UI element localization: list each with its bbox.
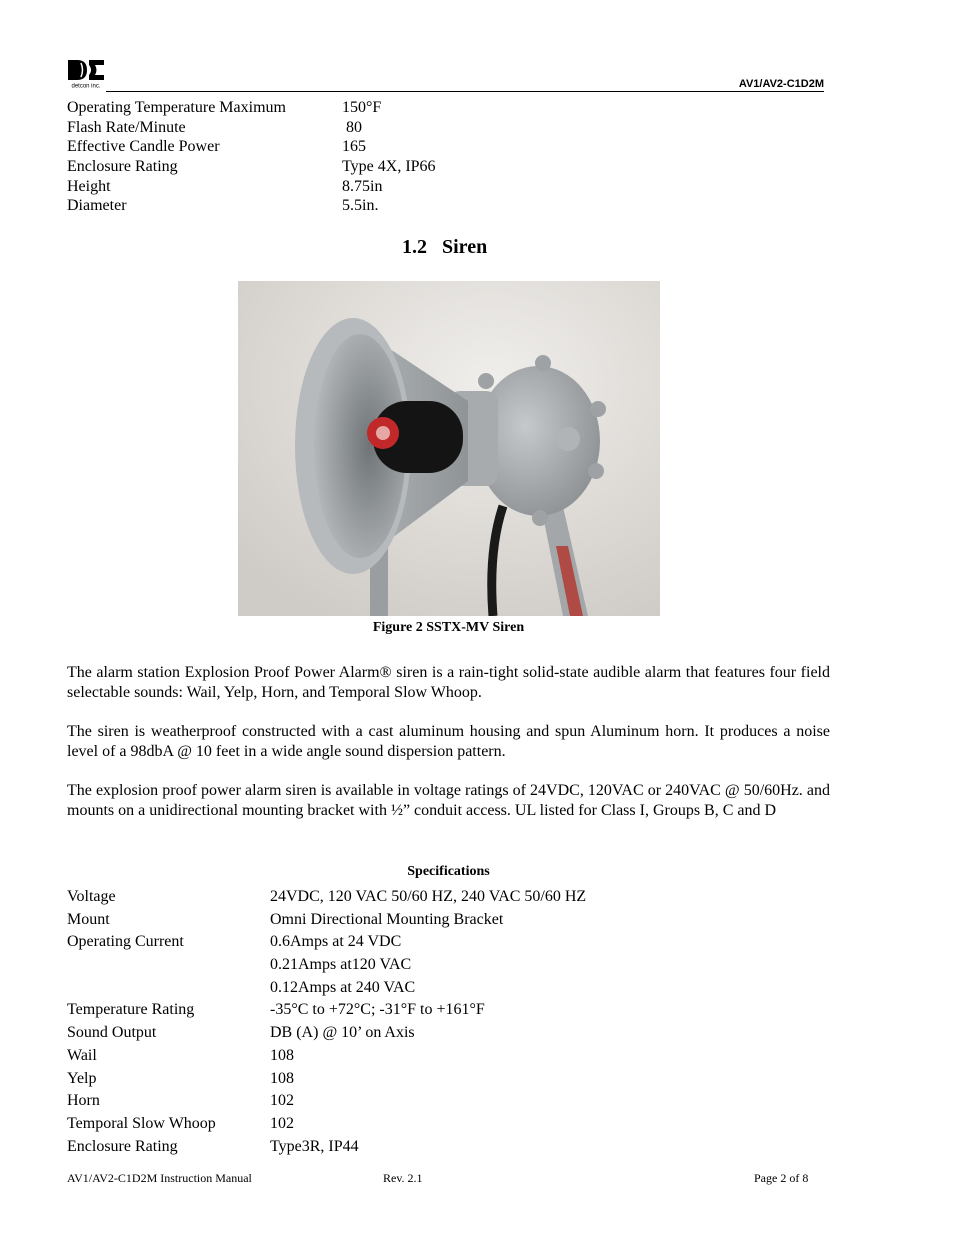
- spec-label: Height: [67, 177, 111, 195]
- spec-value: 150°F: [342, 99, 382, 116]
- footer-manual-title: AV1/AV2-C1D2M Instruction Manual: [67, 1171, 252, 1185]
- spec-value: DB (A) @ 10’ on Axis: [270, 1024, 415, 1042]
- footer-page-number: Page 2 of 8: [754, 1171, 809, 1185]
- spec-row: [67, 1022, 767, 1045]
- spec-row: [67, 909, 767, 932]
- spec-value: 108: [270, 1046, 294, 1064]
- spec-row: [67, 977, 767, 1000]
- spec-row: [67, 177, 767, 197]
- spec-value: 8.75in: [342, 177, 383, 195]
- logo-text: detcon inc.: [71, 83, 101, 89]
- siren-photo: [238, 281, 660, 616]
- spec-label: Wail: [67, 1046, 97, 1064]
- spec-label: Horn: [67, 1092, 100, 1110]
- spec-value: 5.5in.: [342, 197, 379, 215]
- spec-row: [67, 999, 767, 1022]
- section-heading: 1.2 Siren: [402, 236, 488, 258]
- spec-value: 24VDC, 120 VAC 50/60 HZ, 240 VAC 50/60 HZ: [270, 888, 587, 905]
- spec-label: Diameter: [67, 197, 127, 215]
- spec-row: [67, 1113, 767, 1136]
- top-spec-list: [67, 98, 767, 216]
- spec-row: [67, 137, 767, 157]
- spec-row: [67, 954, 767, 977]
- figure-caption: Figure 2 SSTX-MV Siren: [372, 620, 525, 635]
- spec-label: Flash Rate/Minute: [67, 118, 186, 136]
- spec-label: Effective Candle Power: [67, 138, 220, 156]
- spec-label: Yelp: [67, 1069, 97, 1087]
- spec-value: 0.12Amps at 240 VAC: [270, 978, 416, 996]
- paragraph: The explosion proof power alarm siren is available in voltage ratings of 24VDC, 120VAC or 240VAC @ 50/60Hz. and mounts on a unidirectional mounting bracket with ½” conduit access. UL listed for Class I, Groups B, C and D: [67, 782, 830, 819]
- spec-label: Operating Temperature Maximum: [67, 99, 286, 116]
- spec-row: [67, 1136, 767, 1159]
- spec-row: [67, 98, 767, 118]
- spec-value: 108: [270, 1069, 294, 1087]
- spec-value: 80: [342, 118, 362, 136]
- spec-row: [67, 931, 767, 954]
- spec-label: Temporal Slow Whoop: [67, 1114, 216, 1132]
- spec-label: Voltage: [67, 888, 116, 905]
- spec-value: 165: [342, 138, 366, 156]
- spec-label: Enclosure Rating: [67, 158, 178, 176]
- spec-row: [67, 118, 767, 138]
- spec-value: Type3R, IP44: [270, 1137, 359, 1155]
- paragraph: The alarm station Explosion Proof Power Alarm® siren is a rain-tight solid-state audible alarm that features four field selectable sounds: Wail, Yelp, Horn, and Temporal Slow Whoop.: [67, 664, 830, 701]
- spec-row: [67, 1090, 767, 1113]
- spec-label: Sound Output: [67, 1024, 157, 1042]
- spec-value: 0.6Amps at 24 VDC: [270, 933, 402, 951]
- specifications-title: Specifications: [407, 864, 490, 879]
- spec-label: Temperature Rating: [67, 1001, 195, 1019]
- paragraph: The siren is weatherproof constructed with a cast aluminum housing and spun Aluminum horn. It produces a noise level of a 98dbA @ 10 feet in a wide angle sound dispersion pattern.: [67, 723, 830, 760]
- spec-label: Enclosure Rating: [67, 1137, 178, 1155]
- footer-revision: Rev. 2.1: [383, 1171, 423, 1185]
- spec-value: -35°C to +72°C; -31°F to +161°F: [270, 1001, 485, 1019]
- spec-row: [67, 196, 767, 216]
- spec-row: [67, 1045, 767, 1068]
- spec-label: Mount: [67, 910, 110, 928]
- header-doc-code: AV1/AV2-C1D2M: [738, 78, 824, 90]
- spec-label: Operating Current: [67, 933, 184, 951]
- specifications-table: [67, 886, 767, 1158]
- spec-row: [67, 1068, 767, 1091]
- spec-value: 102: [270, 1114, 294, 1132]
- spec-value: 102: [270, 1092, 294, 1110]
- header-rule: [106, 91, 824, 92]
- spec-value: 0.21Amps at120 VAC: [270, 956, 412, 974]
- spec-row: [67, 886, 767, 909]
- spec-row: [67, 157, 767, 177]
- spec-value: Type 4X, IP66: [342, 158, 436, 176]
- spec-value: Omni Directional Mounting Bracket: [270, 910, 504, 928]
- detcon-logo: [67, 59, 105, 89]
